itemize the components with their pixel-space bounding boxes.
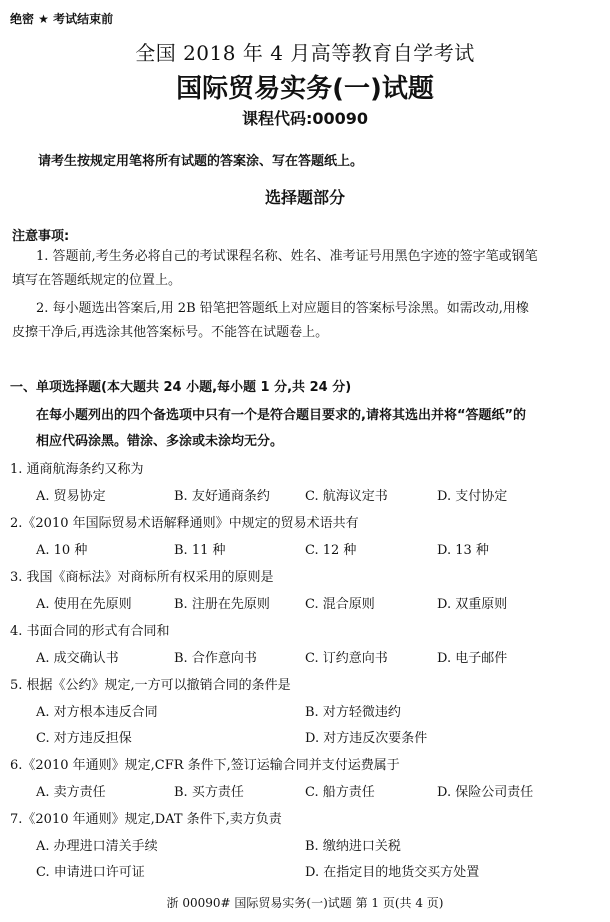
- question-option: D. 电子邮件: [437, 651, 508, 666]
- notice-item-2-line-2: 皮擦干净后,再选涂其他答案标号。不能答在试题卷上。: [12, 325, 329, 340]
- secret-label: 绝密 ★ 考试结束前: [10, 12, 114, 26]
- question-option: C. 船方责任: [305, 785, 375, 800]
- question-stem: 3. 我国《商标法》对商标所有权采用的原则是: [10, 570, 274, 585]
- question-option: A. 成交确认书: [36, 651, 119, 666]
- question-option: D. 保险公司责任: [437, 785, 534, 800]
- question-option: A. 贸易协定: [36, 489, 106, 504]
- question-option: D. 13 种: [437, 543, 489, 558]
- question-option: A. 卖方责任: [36, 785, 106, 800]
- question-option: B. 注册在先原则: [174, 597, 270, 612]
- question-option: B. 11 种: [174, 543, 226, 558]
- question-option: B. 买方责任: [174, 785, 244, 800]
- subject-title: 国际贸易实务(一)试题: [176, 74, 434, 104]
- exam-title: 全国 2018 年 4 月高等教育自学考试: [135, 41, 475, 65]
- question-stem: 6.《2010 年通则》规定,CFR 条件下,签订运输合同并支付运费属于: [10, 758, 400, 773]
- notice-item-1-line-1: 1. 答题前,考生务必将自己的考试课程名称、姓名、准考证号用黑色字迹的签字笔或钢笔: [36, 249, 538, 264]
- page-footer: 浙 00090# 国际贸易实务(一)试题 第 1 页(共 4 页): [166, 896, 444, 910]
- question-stem: 2.《2010 年国际贸易术语解释通则》中规定的贸易术语共有: [10, 516, 359, 531]
- question-option: C. 航海议定书: [305, 489, 388, 504]
- question-option: A. 使用在先原则: [36, 597, 132, 612]
- question-option: C. 混合原则: [305, 597, 375, 612]
- question-option: B. 合作意向书: [174, 651, 257, 666]
- section-desc-line-2: 相应代码涂黑。错涂、多涂或未涂均无分。: [36, 434, 284, 449]
- section-title: 一、单项选择题(本大题共 24 小题,每小题 1 分,共 24 分): [10, 380, 352, 395]
- question-stem: 4. 书面合同的形式有合同和: [10, 624, 170, 639]
- question-option: C. 对方违反担保: [36, 731, 132, 746]
- question-option: A. 对方根本违反合同: [36, 705, 158, 720]
- course-code: 课程代码:00090: [241, 109, 369, 128]
- answer-instruction: 请考生按规定用笔将所有试题的答案涂、写在答题纸上。: [38, 154, 364, 169]
- question-option: D. 在指定目的地货交买方处置: [305, 865, 480, 880]
- question-option: D. 双重原则: [437, 597, 508, 612]
- question-option: D. 支付协定: [437, 489, 508, 504]
- question-option: A. 10 种: [36, 543, 88, 558]
- notice-item-1-line-2: 填写在答题纸规定的位置上。: [12, 273, 182, 288]
- question-stem: 1. 通商航海条约又称为: [10, 462, 144, 477]
- question-option: B. 友好通商条约: [174, 489, 270, 504]
- question-option: B. 缴纳进口关税: [305, 839, 401, 854]
- question-option: C. 申请进口许可证: [36, 865, 145, 880]
- question-option: B. 对方轻微违约: [305, 705, 401, 720]
- question-stem: 7.《2010 年通则》规定,DAT 条件下,卖方负责: [10, 812, 282, 827]
- question-option: D. 对方违反次要条件: [305, 731, 428, 746]
- notice-title: 注意事项:: [12, 229, 70, 244]
- question-stem: 5. 根据《公约》规定,一方可以撤销合同的条件是: [10, 678, 291, 693]
- part-title: 选择题部分: [264, 188, 345, 207]
- question-option: A. 办理进口清关手续: [36, 839, 158, 854]
- section-desc-line-1: 在每小题列出的四个备选项中只有一个是符合题目要求的,请将其选出并将“答题纸”的: [36, 408, 527, 423]
- notice-item-2-line-1: 2. 每小题选出答案后,用 2B 铅笔把答题纸上对应题目的答案标号涂黑。如需改动,用橡: [36, 301, 529, 316]
- question-option: C. 订约意向书: [305, 651, 388, 666]
- question-option: C. 12 种: [305, 543, 357, 558]
